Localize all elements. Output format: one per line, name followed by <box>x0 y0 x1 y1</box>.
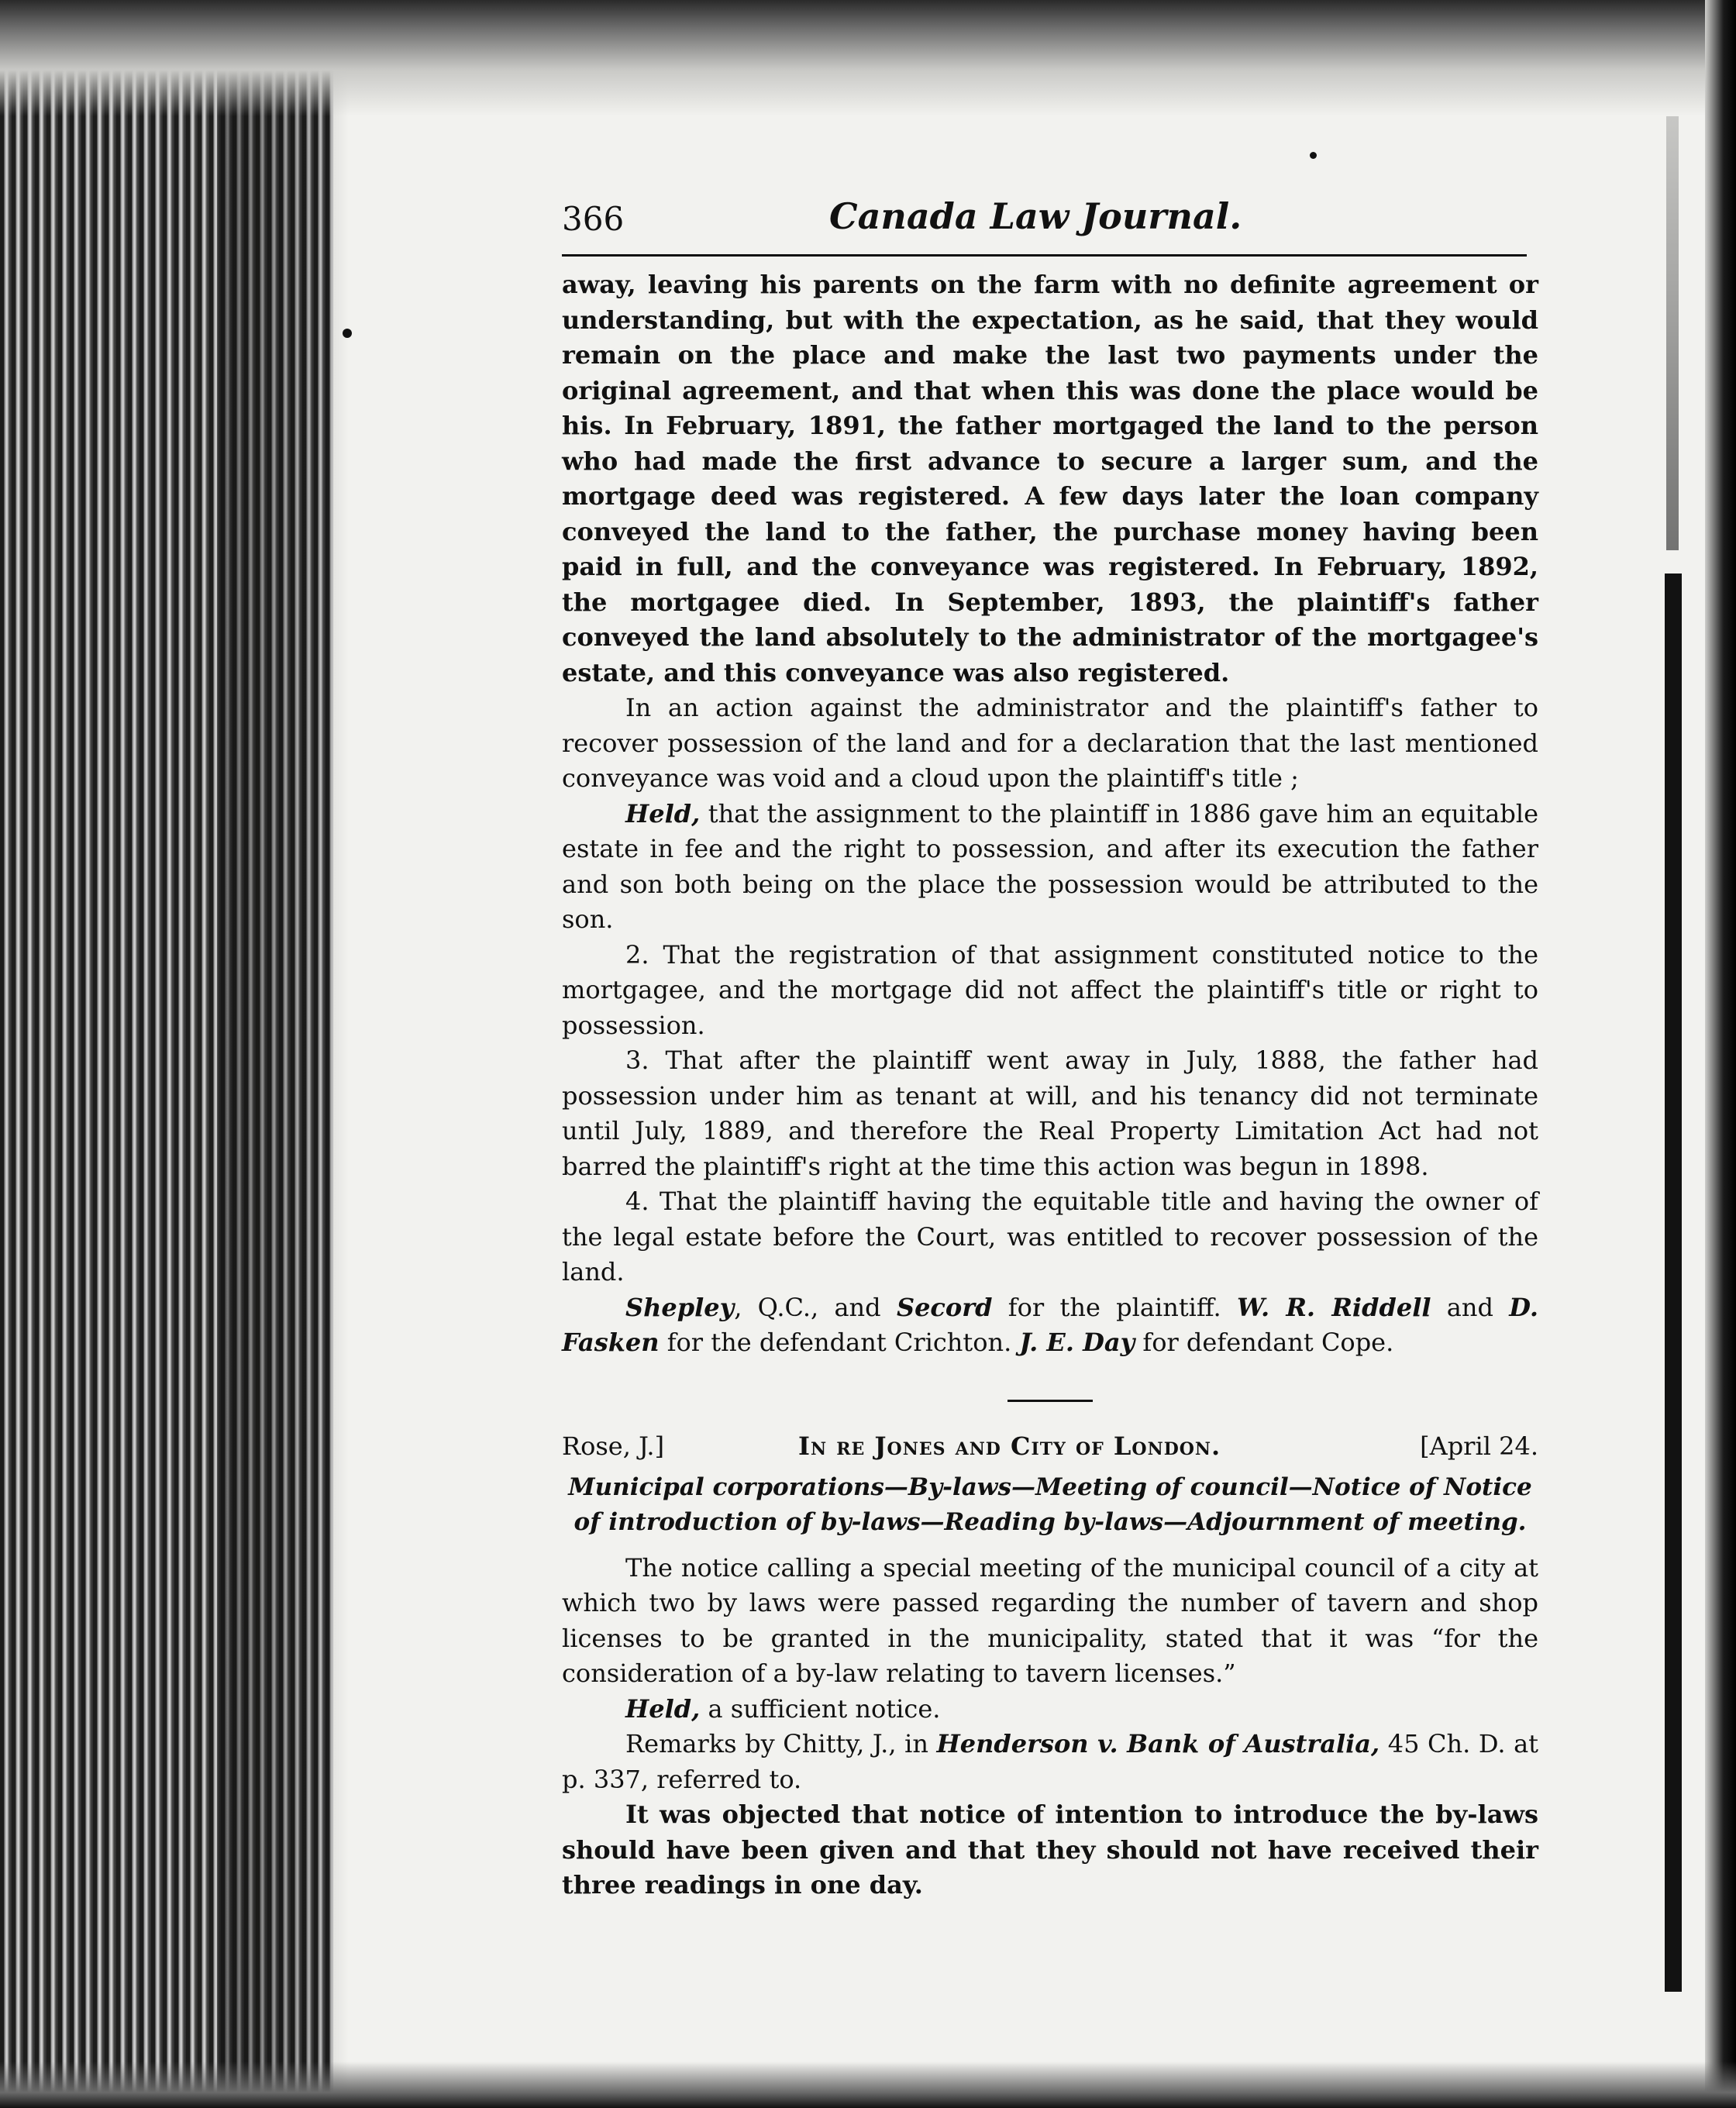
counsel-text: , Q.C., and <box>734 1292 897 1322</box>
scan-bottom-border <box>0 2062 1736 2108</box>
running-title: Canada Law Journal. <box>829 195 1242 237</box>
paragraph: 3. That after the plaintiff went away in July, 1888, the father had possession under him as tenant at will, and his tenancy did not terminate until July, 1889, and therefore the Real Property Limitation Act had not barred the plaintiff's right at the time this action was begun in 1898. <box>562 1045 1538 1181</box>
page-number: 366 <box>562 200 625 238</box>
page-header <box>562 194 1538 248</box>
paragraph: The notice calling a special meeting of the municipal council of a city at which two by laws were passed regarding the number of tavern and shop licenses to be granted in the municipality, stated that it was “for the consideration of a by-law relating to tavern licenses.” <box>562 1552 1538 1688</box>
scan-right-bar <box>1665 574 1682 1992</box>
counsel-line <box>562 1290 1538 1361</box>
scan-right-shadow <box>1666 116 1679 550</box>
case-report-body <box>562 267 1538 1361</box>
paragraph: It was objected that notice of intention to introduce the by-laws should have been given and that they should not have received their three readings in one day. <box>562 1800 1538 1900</box>
counsel-text: for the defendant Crichton. <box>659 1328 1020 1357</box>
case-headnote: Municipal corporations—By-laws—Meeting of council—Notice of Notice of introduction of by-laws—Reading by-laws—Adjournment of meeting. <box>568 1472 1532 1536</box>
case-citation: Henderson v. Bank of Australia, <box>936 1729 1380 1758</box>
counsel-text: and <box>1431 1292 1510 1322</box>
scan-top-border <box>0 0 1736 116</box>
counsel-name: W. R. Riddell <box>1236 1292 1431 1322</box>
paragraph: 4. That the plaintiff having the equitable title and having the owner of the legal estate before the Court, was entitled to recover possession of the land. <box>562 1187 1538 1286</box>
scan-speck <box>343 329 352 338</box>
counsel-name: J. E. Day <box>1019 1328 1135 1357</box>
section-divider <box>1008 1400 1093 1402</box>
scan-left-shadow <box>217 0 349 2108</box>
case-heading <box>562 1425 1538 1466</box>
held-label: Held, <box>625 1693 701 1724</box>
counsel-name: Shepley <box>625 1292 735 1322</box>
paragraph <box>562 1692 1538 1727</box>
paragraph: In an action against the administrator and the plaintiff's father to recover possession of the land and for a declaration that the last mentioned conveyance was void and a cloud upon the plaintiff's title ; <box>562 693 1538 793</box>
paragraph: away, leaving his parents on the farm with no definite agreement or understanding, but with the expectation, as he said, that they would remain on the place and make the last two payments under the original agreement, and that when this was done the place would be his. In February, 1891, the father mortgaged the land to the person who had made the first advance to secure a larger sum, and the mortgage deed was registered. A few days later the loan company conveyed the land to the father, the purchase money having been paid in full, and the conveyance was registered. In February, 1892, the mortgagee died. In September, 1893, the plaintiff's father conveyed the land absolutely to the administrator of the mortgagee's estate, and this conveyance was also registered. <box>562 270 1538 687</box>
counsel-text: for the plaintiff. <box>992 1292 1237 1322</box>
header-rule <box>562 254 1527 257</box>
case-judge: Rose, J.] <box>562 1431 665 1461</box>
paragraph <box>562 1727 1538 1797</box>
held-label: Held, <box>625 798 701 828</box>
counsel-name: D. Fasken <box>562 1292 1539 1357</box>
paragraph-text: 45 Ch. D. at p. 337, referred to. <box>562 1729 1539 1794</box>
paragraph: 2. That the registration of that assignment constituted notice to the mortgagee, and the mortgage did not affect the plaintiff's title or right to possession. <box>562 939 1538 1040</box>
case-body <box>562 1551 1538 1903</box>
scan-speck <box>1310 152 1317 159</box>
journal-page <box>562 194 1538 1903</box>
scan-right-border <box>1705 0 1736 2108</box>
case-title: In re Jones and City of London. <box>798 1431 1221 1461</box>
paragraph <box>562 797 1538 938</box>
paragraph-text: a sufficient notice. <box>700 1693 941 1724</box>
paragraph-text: Remarks by Chitty, J., in <box>625 1729 937 1758</box>
counsel-text: for defendant Cope. <box>1135 1328 1394 1357</box>
case-date: [April 24. <box>1420 1431 1538 1461</box>
paragraph-text: that the assignment to the plaintiff in 1886 gave him an equitable estate in fee and the right to possession, and after its execution the father and son both being on the place the possession would be attributed to the son. <box>562 798 1538 934</box>
counsel-name: Secord <box>896 1292 993 1322</box>
